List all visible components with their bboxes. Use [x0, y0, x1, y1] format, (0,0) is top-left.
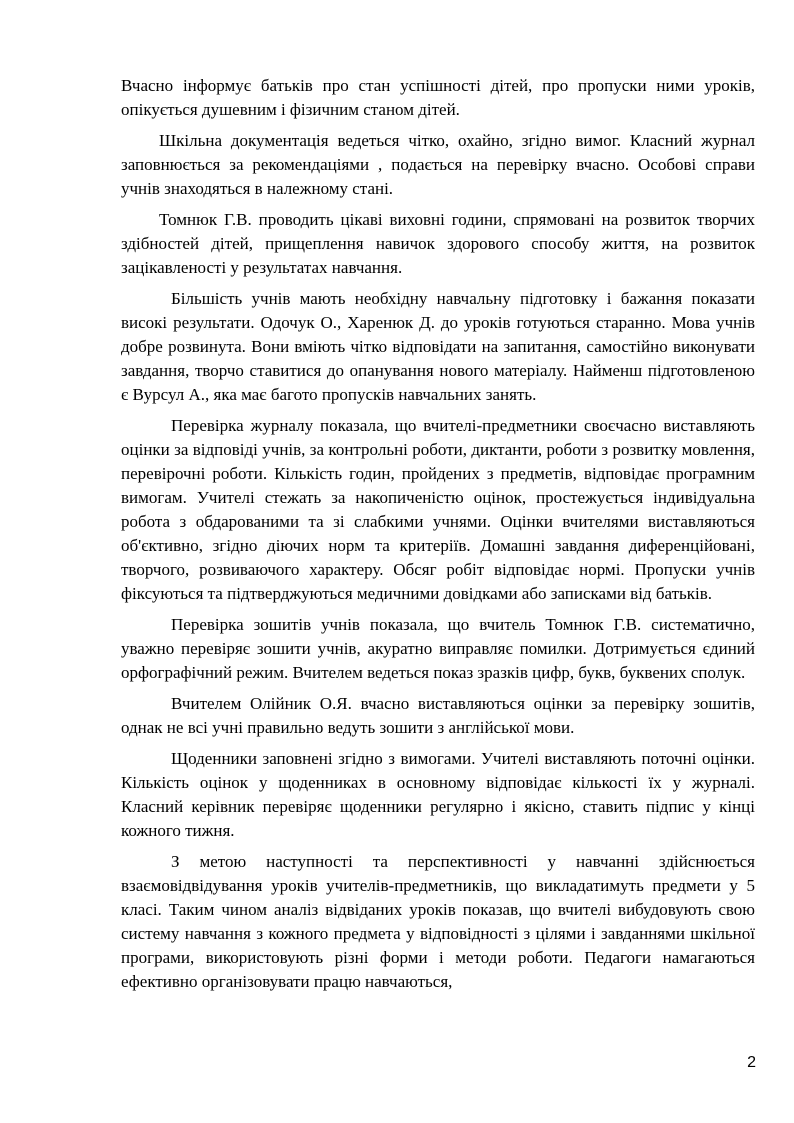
paragraph: Вчасно інформує батьків про стан успішності дітей, про пропуски ними уроків, опікується душевним і фізичним станом дітей.	[121, 76, 755, 119]
paragraph: З метою наступності та перспективності у навчанні здійснюється взаємовідвідування уроків учителів-предметників, що викладатимуть предмети у 5 класі. Таким чином аналіз відвіданих уроків показав, що вчителі вибудовують свою систему навчання з кожного предмета у відповідності з цілями і завданнями шкільної програми, використовують різні форми і методи роботи. Педагоги намагаються ефективно організовувати працю навчаються,	[121, 852, 755, 991]
paragraph: Перевірка журналу показала, що вчителі-предметники своєчасно виставляють оцінки за відповіді учнів, за контрольні роботи, диктанти, роботи з розвитку мовлення, перевірочні роботи. Кількість годин, пройдених з предметів, відповідає програмним вимогам. Учителі стежать за накопиченістю оцінок, простежується індивідуальна робота з обдарованими та зі слабкими учнями. Оцінки вчителями виставляються об'єктивно, згідно діючих норм та критеріїв. Домашні завдання диференційовані, творчого, розвиваючого характеру. Обсяг робіт відповідає нормі. Пропуски учнів фіксуються та підтверджуються медичними довідками або записками від батьків.	[121, 416, 755, 603]
paragraph: Вчителем Олійник О.Я. вчасно виставляються оцінки за перевірку зошитів, однак не всі учні правильно ведуть зошити з англійської мови.	[121, 694, 755, 737]
paragraph: Щоденники заповнені згідно з вимогами. Учителі виставляють поточні оцінки. Кількість оцінок у щоденниках в основному відповідає кількості їх у журналі. Класний керівник перевіряє щоденники регулярно і якісно, ставить підпис у кінці кожного тижня.	[121, 749, 755, 840]
document-body	[121, 74, 755, 1001]
page-number: 2	[747, 1054, 756, 1071]
paragraph: Перевірка зошитів учнів показала, що вчитель Томнюк Г.В. систематично, уважно перевіряє зошити учнів, акуратно виправляє помилки. Дотримується єдиний орфографічний режим. Вчителем ведеться показ зразків цифр, букв, буквених сполук.	[121, 615, 755, 682]
paragraph: Більшість учнів мають необхідну навчальну підготовку і бажання показати високі результати. Одочук О., Харенюк Д. до уроків готуються старанно. Мова учнів добре розвинута. Вони вміють чітко відповідати на запитання, самостійно виконувати завдання, творчо ставитися до опанування нового матеріалу. Найменш підготовленою є Вурсул А., яка має багото пропусків навчальних занять.	[121, 289, 755, 404]
paragraph: Томнюк Г.В. проводить цікаві виховні години, спрямовані на розвиток творчих здібностей дітей, прищеплення навичок здорового способу життя, на розвиток зацікавленості у результатах навчання.	[121, 210, 755, 277]
paragraph: Шкільна документація ведеться чітко, охайно, згідно вимог. Класний журнал заповнюється за рекомендаціями , подається на перевірку вчасно. Особові справи учнів знаходяться в належному стані.	[121, 131, 755, 198]
